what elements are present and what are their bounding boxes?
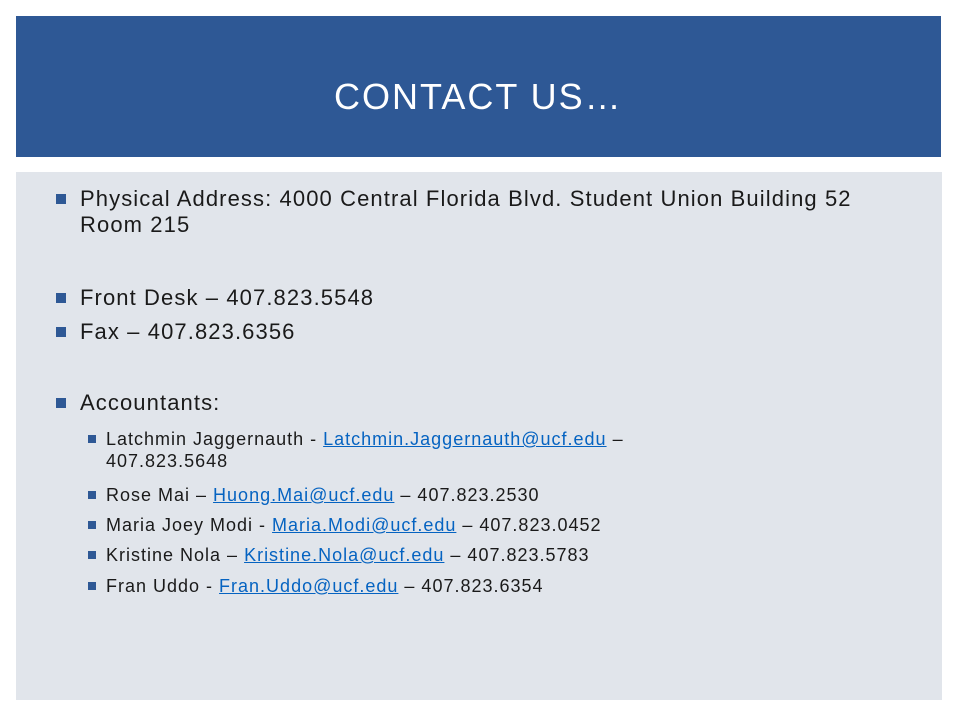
accountant-phone: – 407.823.0452 xyxy=(456,515,602,535)
square-bullet-icon xyxy=(56,327,66,337)
content-panel xyxy=(16,172,942,700)
accountant-name: Maria Joey Modi - xyxy=(106,515,273,535)
accountant-item xyxy=(88,428,908,472)
accountant-phone: 407.823.5648 xyxy=(106,451,229,471)
square-bullet-icon xyxy=(56,293,66,303)
accountant-email-link[interactable]: Huong.Mai@ucf.edu xyxy=(213,485,395,505)
accountant-email-link[interactable]: Fran.Uddo@ucf.edu xyxy=(219,576,399,596)
accountant-name: Rose Mai – xyxy=(106,485,214,505)
fax-item xyxy=(56,319,896,345)
accountant-name: Latchmin Jaggernauth - xyxy=(106,429,324,449)
square-bullet-icon xyxy=(88,491,96,499)
accountant-item xyxy=(88,484,908,506)
accountant-phone: – 407.823.5783 xyxy=(444,545,590,565)
square-bullet-icon xyxy=(88,551,96,559)
square-bullet-icon xyxy=(88,435,96,443)
accountant-item xyxy=(88,514,908,536)
accountant-email-link[interactable]: Latchmin.Jaggernauth@ucf.edu xyxy=(323,429,607,449)
fax-text: Fax – 407.823.6356 xyxy=(80,319,296,344)
square-bullet-icon xyxy=(56,398,66,408)
address-item xyxy=(56,186,896,238)
address-text: Physical Address: 4000 Central Florida Blvd. Student Union Building 52 Room 215 xyxy=(80,186,852,237)
front-desk-item xyxy=(56,285,896,311)
accountants-heading: Accountants: xyxy=(80,390,221,415)
accountant-separator: – xyxy=(606,429,624,449)
front-desk-text: Front Desk – 407.823.5548 xyxy=(80,285,375,310)
accountant-phone: – 407.823.2530 xyxy=(394,485,540,505)
accountant-item xyxy=(88,544,908,566)
accountant-email-link[interactable]: Maria.Modi@ucf.edu xyxy=(272,515,457,535)
content-list xyxy=(16,172,942,700)
square-bullet-icon xyxy=(56,194,66,204)
square-bullet-icon xyxy=(88,582,96,590)
accountant-name: Fran Uddo - xyxy=(106,576,220,596)
accountant-phone: – 407.823.6354 xyxy=(398,576,544,596)
accountants-heading-item xyxy=(56,390,896,416)
accountant-email-link[interactable]: Kristine.Nola@ucf.edu xyxy=(244,545,445,565)
square-bullet-icon xyxy=(88,521,96,529)
accountant-item xyxy=(88,575,908,597)
slide-title: CONTACT US… xyxy=(334,76,623,117)
accountant-name: Kristine Nola – xyxy=(106,545,245,565)
